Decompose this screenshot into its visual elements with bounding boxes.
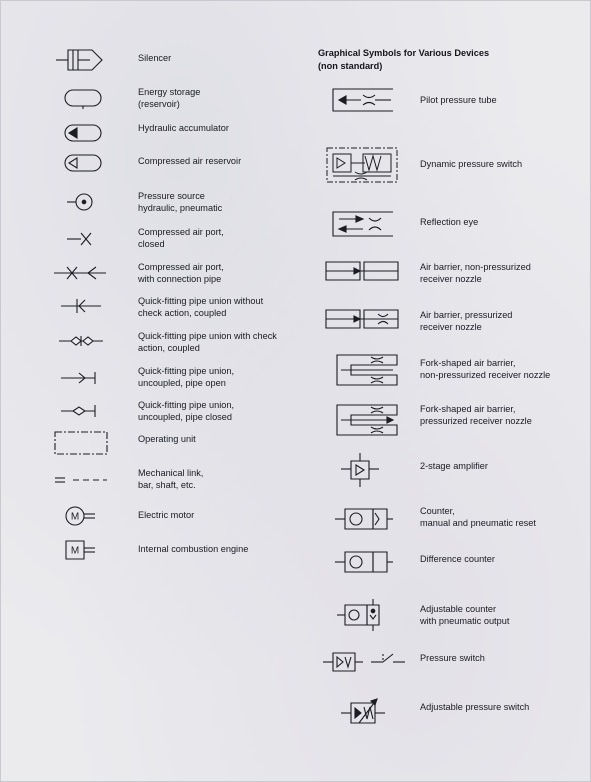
silencer-icon <box>56 47 106 73</box>
air-barrier-non-pressurized-icon <box>324 259 402 283</box>
air-port-closed-icon <box>65 229 99 249</box>
compressed-air-reservoir-label: Compressed air reservoir <box>138 156 242 166</box>
air-port-connection-pipe-label: Compressed air port, with connection pipe <box>138 262 224 284</box>
electric-motor-letter: M <box>70 511 80 523</box>
hydraulic-accumulator-icon <box>63 122 105 144</box>
quick-union-check-icon <box>59 333 105 349</box>
heading-subtitle: (non standard) <box>318 61 383 71</box>
compressed-air-reservoir-icon <box>63 152 105 174</box>
operating-unit-icon <box>53 430 109 456</box>
combustion-engine-letter: M <box>70 545 80 557</box>
combustion-engine-icon <box>63 538 103 562</box>
energy-storage-icon <box>63 87 105 109</box>
operating-unit-label: Operating unit <box>138 434 196 444</box>
quick-union-uncoupled-open-label: Quick-fitting pipe union, uncoupled, pipe open <box>138 366 235 388</box>
pilot-pressure-tube-label: Pilot pressure tube <box>420 95 497 105</box>
mechanical-link-label: Mechanical link, bar, shaft, etc. <box>138 468 204 490</box>
adjustable-pressure-switch-label: Adjustable pressure switch <box>420 702 530 712</box>
air-port-connection-pipe-icon <box>54 263 108 283</box>
right-column-heading <box>318 47 558 73</box>
mechanical-link-icon <box>53 473 109 487</box>
adjustable-counter-icon <box>337 599 383 631</box>
heading-title: Graphical Symbols for Various Devices <box>318 48 490 58</box>
air-barrier-pressurized-label: Air barrier, pressurized receiver nozzle <box>420 310 513 332</box>
air-port-closed-label: Compressed air port, closed <box>138 227 224 249</box>
quick-union-uncoupled-closed-icon <box>59 403 99 419</box>
reflection-eye-label: Reflection eye <box>420 217 479 227</box>
air-barrier-pressurized-icon <box>324 307 402 331</box>
combustion-engine-label: Internal combustion engine <box>138 544 249 554</box>
silencer-label: Silencer <box>138 53 172 63</box>
reflection-eye-icon <box>331 209 395 239</box>
difference-counter-label: Difference counter <box>420 554 495 564</box>
dynamic-pressure-switch-icon <box>325 146 399 184</box>
pressure-source-icon <box>67 191 101 213</box>
quick-union-no-check-label: Quick-fitting pipe union without check action, coupled <box>138 296 264 318</box>
electric-motor-label: Electric motor <box>138 510 195 520</box>
adjustable-pressure-switch-icon <box>341 691 387 727</box>
fork-barrier-non-pressurized-label: Fork-shaped air barrier, non-pressurized receiver nozzle <box>420 358 551 380</box>
hydraulic-accumulator-label: Hydraulic accumulator <box>138 123 229 133</box>
difference-counter-icon <box>335 549 393 575</box>
electric-motor-icon <box>63 504 103 528</box>
pressure-switch-icon <box>323 649 407 675</box>
quick-union-uncoupled-closed-label: Quick-fitting pipe union, uncoupled, pipe closed <box>138 400 235 422</box>
fork-barrier-non-pressurized-icon <box>335 353 399 387</box>
two-stage-amplifier-label: 2-stage amplifier <box>420 461 488 471</box>
pressure-switch-label: Pressure switch <box>420 653 485 663</box>
quick-union-uncoupled-open-icon <box>59 369 99 387</box>
adjustable-counter-label: Adjustable counter with pneumatic output <box>420 604 510 626</box>
pressure-source-label: Pressure source hydraulic, pneumatic <box>138 191 223 213</box>
counter-icon <box>335 506 393 532</box>
quick-union-check-label: Quick-fitting pipe union with check action, coupled <box>138 331 277 353</box>
fork-barrier-pressurized-label: Fork-shaped air barrier, pressurized receiver nozzle <box>420 404 532 426</box>
energy-storage-label: Energy storage (reservoir) <box>138 87 201 109</box>
counter-reset-label: Counter, manual and pneumatic reset <box>420 506 536 528</box>
fork-barrier-pressurized-icon <box>335 403 399 437</box>
two-stage-amplifier-icon <box>341 453 381 489</box>
quick-union-no-check-icon <box>61 297 103 315</box>
air-barrier-non-pressurized-label: Air barrier, non-pressurized receiver nozzle <box>420 262 531 284</box>
dynamic-pressure-switch-label: Dynamic pressure switch <box>420 159 523 169</box>
pilot-pressure-tube-icon <box>331 86 395 114</box>
